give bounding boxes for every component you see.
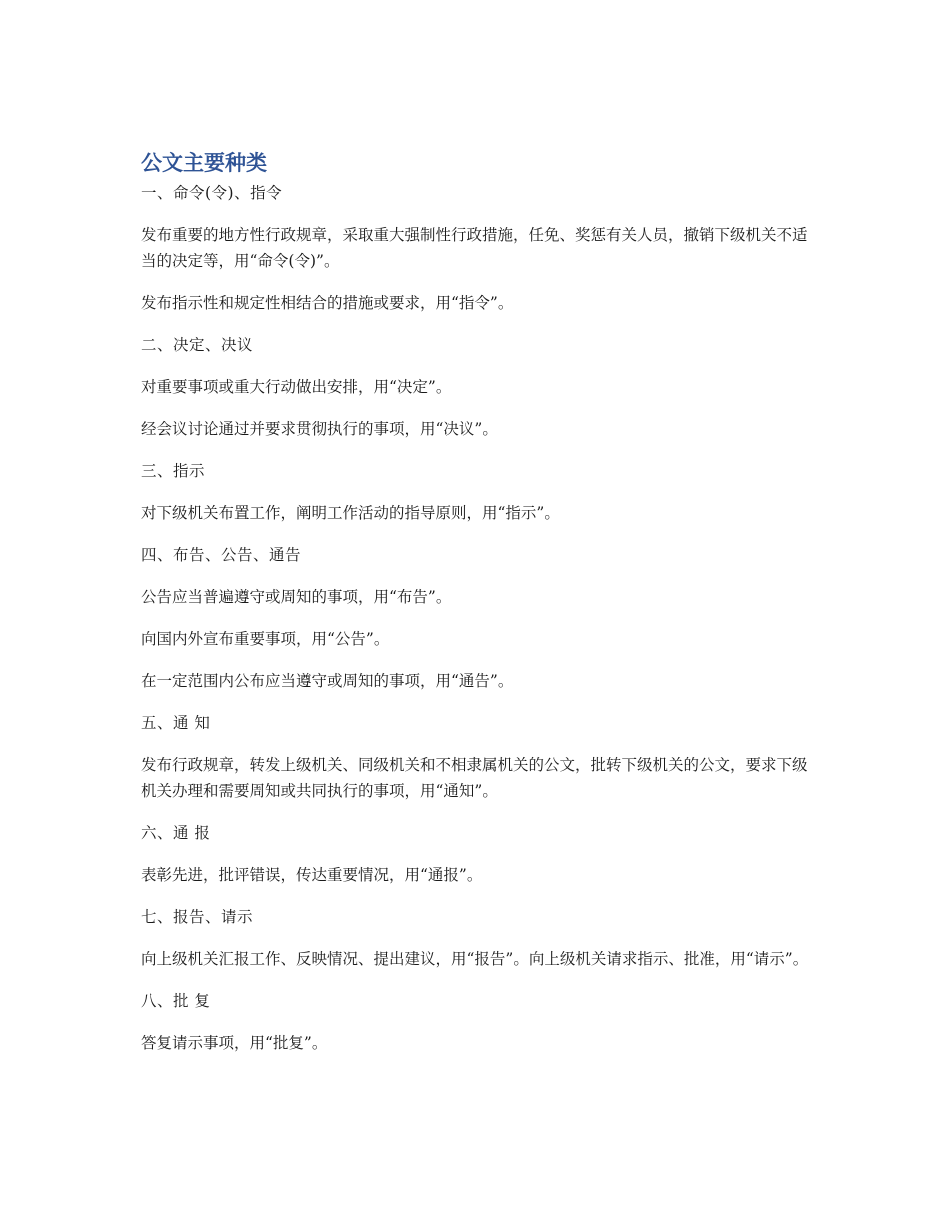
section-3-paragraph-1: 对下级机关布置工作，阐明工作活动的指导原则，用“指示”。 xyxy=(141,504,560,522)
section-heading-7: 七、报告、请示 xyxy=(141,908,254,926)
section-6-paragraph-1: 表彰先进，批评错误，传达重要情况，用“通报”。 xyxy=(141,866,483,884)
section-5-paragraph-1: 发布行政规章，转发上级机关、同级机关和不相隶属机关的公文，批转下级机关的公文，要求下级机关办理和需要周知或共同执行的事项，用“通知”。 xyxy=(141,756,808,800)
section-heading-6: 六、通 报 xyxy=(141,824,211,842)
document-body xyxy=(141,148,821,1072)
section-4-paragraph-1: 公告应当普遍遵守或周知的事项，用“布告”。 xyxy=(141,588,452,606)
document-title: 公文主要种类 xyxy=(141,151,267,175)
section-heading-3: 三、指示 xyxy=(141,462,206,480)
section-1-paragraph-2: 发布指示性和规定性相结合的措施或要求，用“指令”。 xyxy=(141,294,514,312)
section-1-paragraph-1: 发布重要的地方性行政规章，采取重大强制性行政措施，任免、奖惩有关人员，撤销下级机关不适当的决定等，用“命令(令)”。 xyxy=(141,226,808,270)
section-heading-5: 五、通 知 xyxy=(141,714,211,732)
section-heading-1: 一、命令(令)、指令 xyxy=(141,184,283,202)
section-2-paragraph-2: 经会议讨论通过并要求贯彻执行的事项，用“决议”。 xyxy=(141,420,498,438)
section-2-paragraph-1: 对重要事项或重大行动做出安排，用“决定”。 xyxy=(141,378,452,396)
section-8-paragraph-1: 答复请示事项，用“批复”。 xyxy=(141,1034,328,1052)
section-heading-2: 二、决定、决议 xyxy=(141,336,254,354)
section-4-paragraph-2: 向国内外宣布重要事项，用“公告”。 xyxy=(141,630,390,648)
section-4-paragraph-3: 在一定范围内公布应当遵守或周知的事项，用“通告”。 xyxy=(141,672,514,690)
section-heading-4: 四、布告、公告、通告 xyxy=(141,546,302,564)
section-7-paragraph-1: 向上级机关汇报工作、反映情况、提出建议，用“报告”。向上级机关请求指示、批准，用“请示”。 xyxy=(141,950,809,968)
section-heading-8: 八、批 复 xyxy=(141,992,211,1010)
